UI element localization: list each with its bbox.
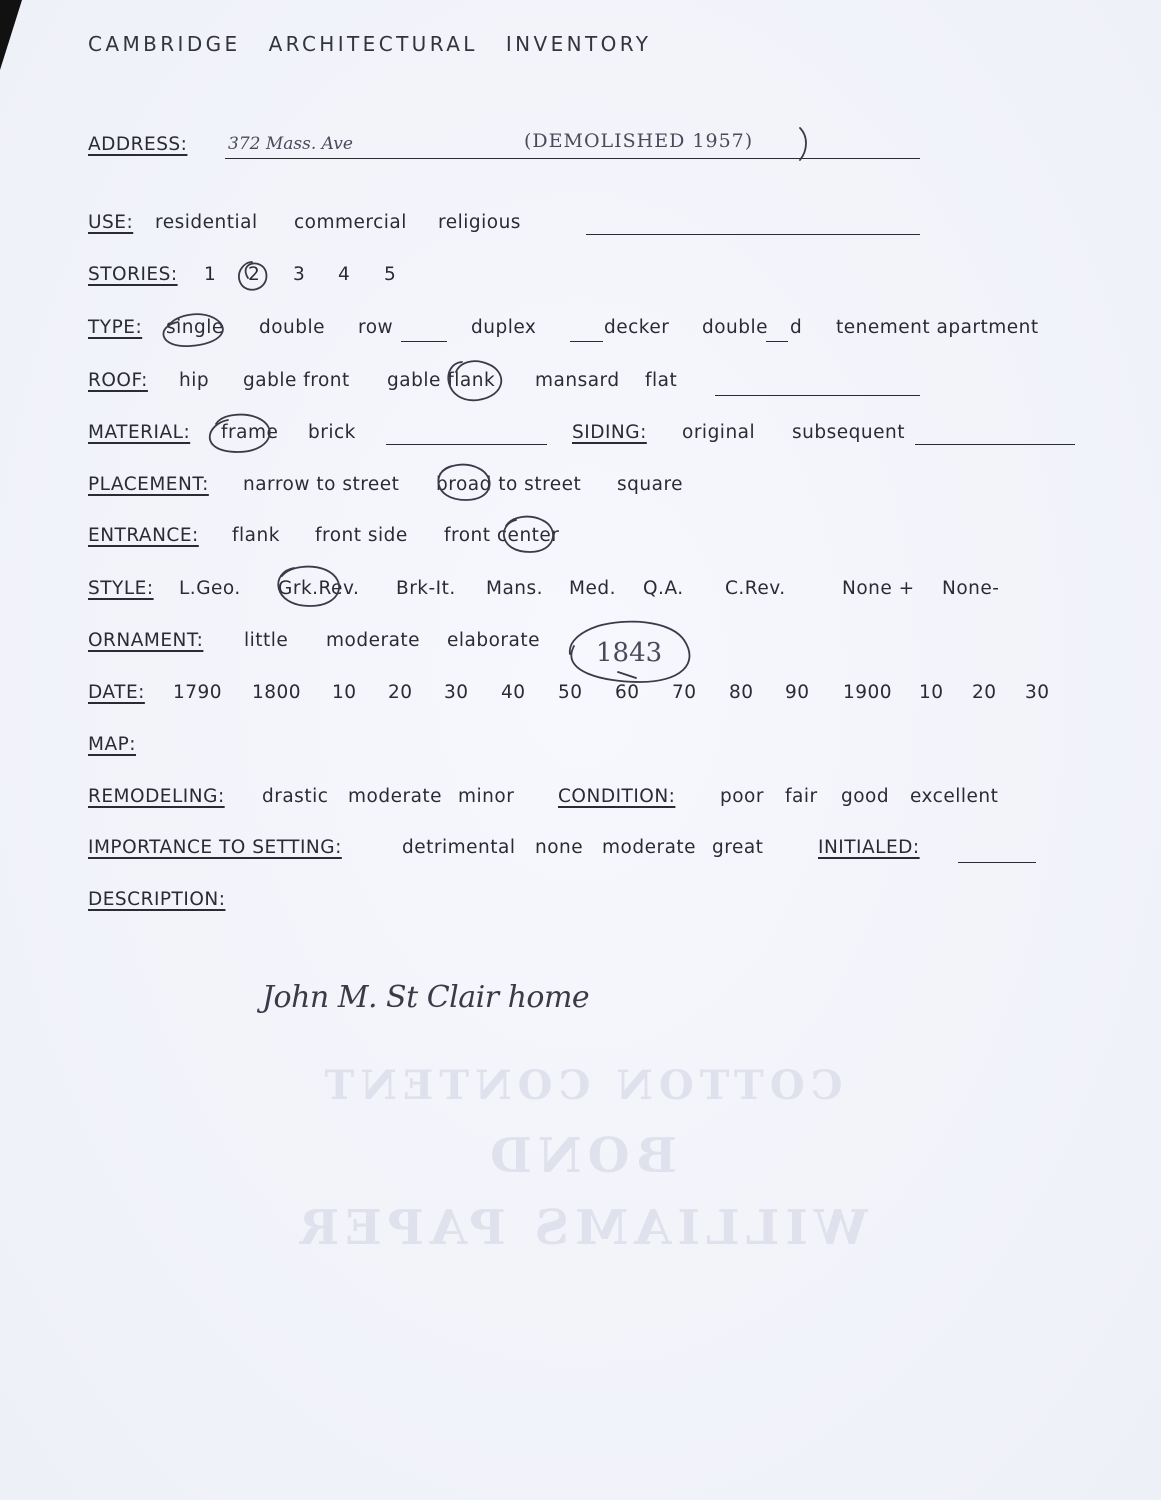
placement-broad[interactable]: broad to street (436, 474, 582, 495)
use-commercial[interactable]: commercial (294, 212, 407, 233)
type-decker-blank[interactable] (570, 341, 603, 342)
watermark-line-1: COTTON CONTENT (318, 1062, 843, 1109)
type-tenement-apartment[interactable]: tenement apartment (836, 317, 1039, 338)
initialed-line[interactable] (958, 862, 1036, 863)
entrance-flank[interactable]: flank (232, 525, 280, 546)
address-label: ADDRESS: (88, 134, 188, 155)
importance-moderate[interactable]: moderate (602, 837, 697, 858)
date-80[interactable]: 80 (729, 682, 754, 703)
use-other-line[interactable] (586, 234, 920, 235)
stories-4[interactable]: 4 (338, 264, 351, 285)
roof-mansard[interactable]: mansard (535, 370, 620, 391)
type-row (0, 317, 1161, 349)
style-none-minus[interactable]: None- (942, 578, 1000, 599)
condition-label: CONDITION: (558, 786, 676, 807)
date-row (0, 682, 1161, 714)
placement-label: PLACEMENT: (88, 474, 209, 495)
siding-other-line[interactable] (915, 444, 1075, 445)
description-row (0, 889, 1161, 921)
address-row (0, 130, 1161, 166)
watermark-line-3: WILLIAMS PAPER (293, 1200, 868, 1256)
map-label: MAP: (88, 734, 137, 755)
stories-1[interactable]: 1 (204, 264, 217, 285)
stories-2[interactable]: 2 (248, 264, 261, 285)
material-other-line[interactable] (386, 444, 547, 445)
style-mans[interactable]: Mans. (486, 578, 544, 599)
type-single[interactable]: single (166, 317, 224, 338)
placement-square[interactable]: square (617, 474, 684, 495)
entrance-row (0, 525, 1161, 557)
stories-5[interactable]: 5 (384, 264, 397, 285)
type-label: TYPE: (88, 317, 143, 338)
importance-great[interactable]: great (712, 837, 764, 858)
form-title: CAMBRIDGE ARCHITECTURAL INVENTORY (88, 32, 652, 56)
material-brick[interactable]: brick (308, 422, 356, 443)
style-qa[interactable]: Q.A. (643, 578, 684, 599)
condition-good[interactable]: good (841, 786, 890, 807)
date-60[interactable]: 60 (615, 682, 640, 703)
type-double-d-blank[interactable] (766, 341, 788, 342)
siding-subsequent[interactable]: subsequent (792, 422, 905, 443)
roof-hip[interactable]: hip (179, 370, 210, 391)
entrance-label: ENTRANCE: (88, 525, 199, 546)
condition-fair[interactable]: fair (785, 786, 818, 807)
date-1910[interactable]: 10 (919, 682, 944, 703)
ornament-elaborate[interactable]: elaborate (447, 630, 540, 651)
style-label: STYLE: (88, 578, 154, 599)
type-double-d[interactable]: double (702, 317, 769, 338)
address-value[interactable]: 372 Mass. Ave (228, 134, 353, 154)
ornament-row (0, 630, 1161, 662)
material-frame[interactable]: frame (221, 422, 279, 443)
remodeling-minor[interactable]: minor (458, 786, 515, 807)
date-1900[interactable]: 1900 (843, 682, 893, 703)
placement-row (0, 474, 1161, 506)
date-60-tick-mark (618, 672, 636, 678)
style-crev[interactable]: C.Rev. (725, 578, 786, 599)
ornament-little[interactable]: little (244, 630, 289, 651)
type-decker[interactable]: decker (604, 317, 670, 338)
use-residential[interactable]: residential (155, 212, 258, 233)
stories-label: STORIES: (88, 264, 178, 285)
date-50[interactable]: 50 (558, 682, 583, 703)
initialed-label: INITIALED: (818, 837, 920, 858)
use-label: USE: (88, 212, 134, 233)
siding-original[interactable]: original (682, 422, 756, 443)
date-20[interactable]: 20 (388, 682, 413, 703)
entrance-front-center[interactable]: front center (444, 525, 560, 546)
roof-label: ROOF: (88, 370, 148, 391)
remodeling-label: REMODELING: (88, 786, 225, 807)
roof-flat[interactable]: flat (645, 370, 678, 391)
style-lgeo[interactable]: L.Geo. (179, 578, 241, 599)
address-line (225, 158, 920, 159)
stories-row (0, 264, 1161, 296)
type-row-option[interactable]: row (358, 317, 394, 338)
importance-detrimental[interactable]: detrimental (402, 837, 516, 858)
date-1800[interactable]: 1800 (252, 682, 302, 703)
map-row (0, 734, 1161, 766)
material-label: MATERIAL: (88, 422, 191, 443)
roof-row (0, 370, 1161, 402)
type-duplex[interactable]: duplex (471, 317, 537, 338)
date-handwritten: 1843 (596, 638, 663, 668)
date-1920[interactable]: 20 (972, 682, 997, 703)
date-40[interactable]: 40 (501, 682, 526, 703)
date-1930[interactable]: 30 (1025, 682, 1050, 703)
entrance-front-side[interactable]: front side (315, 525, 408, 546)
roof-gable-flank[interactable]: gable flank (387, 370, 496, 391)
condition-poor[interactable]: poor (720, 786, 764, 807)
watermark-line-2: BOND (484, 1128, 677, 1184)
roof-other-line[interactable] (715, 395, 920, 396)
stories-3[interactable]: 3 (293, 264, 306, 285)
remodeling-drastic[interactable]: drastic (262, 786, 329, 807)
importance-label: IMPORTANCE TO SETTING: (88, 837, 342, 858)
style-brkit[interactable]: Brk-It. (396, 578, 456, 599)
date-1790[interactable]: 1790 (173, 682, 223, 703)
condition-excellent[interactable]: excellent (910, 786, 999, 807)
importance-row (0, 837, 1161, 869)
style-none-plus[interactable]: None + (842, 578, 915, 599)
use-religious[interactable]: religious (438, 212, 521, 233)
remodeling-moderate[interactable]: moderate (348, 786, 443, 807)
style-row (0, 578, 1161, 610)
date-30[interactable]: 30 (444, 682, 469, 703)
date-10[interactable]: 10 (332, 682, 357, 703)
style-med[interactable]: Med. (569, 578, 616, 599)
ornament-label: ORNAMENT: (88, 630, 204, 651)
date-70[interactable]: 70 (672, 682, 697, 703)
type-d[interactable]: d (790, 317, 803, 338)
placement-narrow[interactable]: narrow to street (243, 474, 400, 495)
remodeling-row (0, 786, 1161, 818)
description-value[interactable]: John M. St Clair home (262, 980, 590, 1015)
material-row (0, 422, 1161, 454)
type-double[interactable]: double (259, 317, 326, 338)
use-row (0, 212, 1161, 244)
style-grkrev[interactable]: Grk.Rev. (278, 578, 360, 599)
date-90[interactable]: 90 (785, 682, 810, 703)
ornament-moderate[interactable]: moderate (326, 630, 421, 651)
date-label: DATE: (88, 682, 145, 703)
address-note: (DEMOLISHED 1957) (524, 130, 754, 152)
siding-label: SIDING: (572, 422, 647, 443)
description-label: DESCRIPTION: (88, 889, 226, 910)
roof-gable-front[interactable]: gable front (243, 370, 350, 391)
torn-corner (0, 0, 22, 70)
importance-none[interactable]: none (535, 837, 584, 858)
type-row-blank[interactable] (401, 341, 447, 342)
